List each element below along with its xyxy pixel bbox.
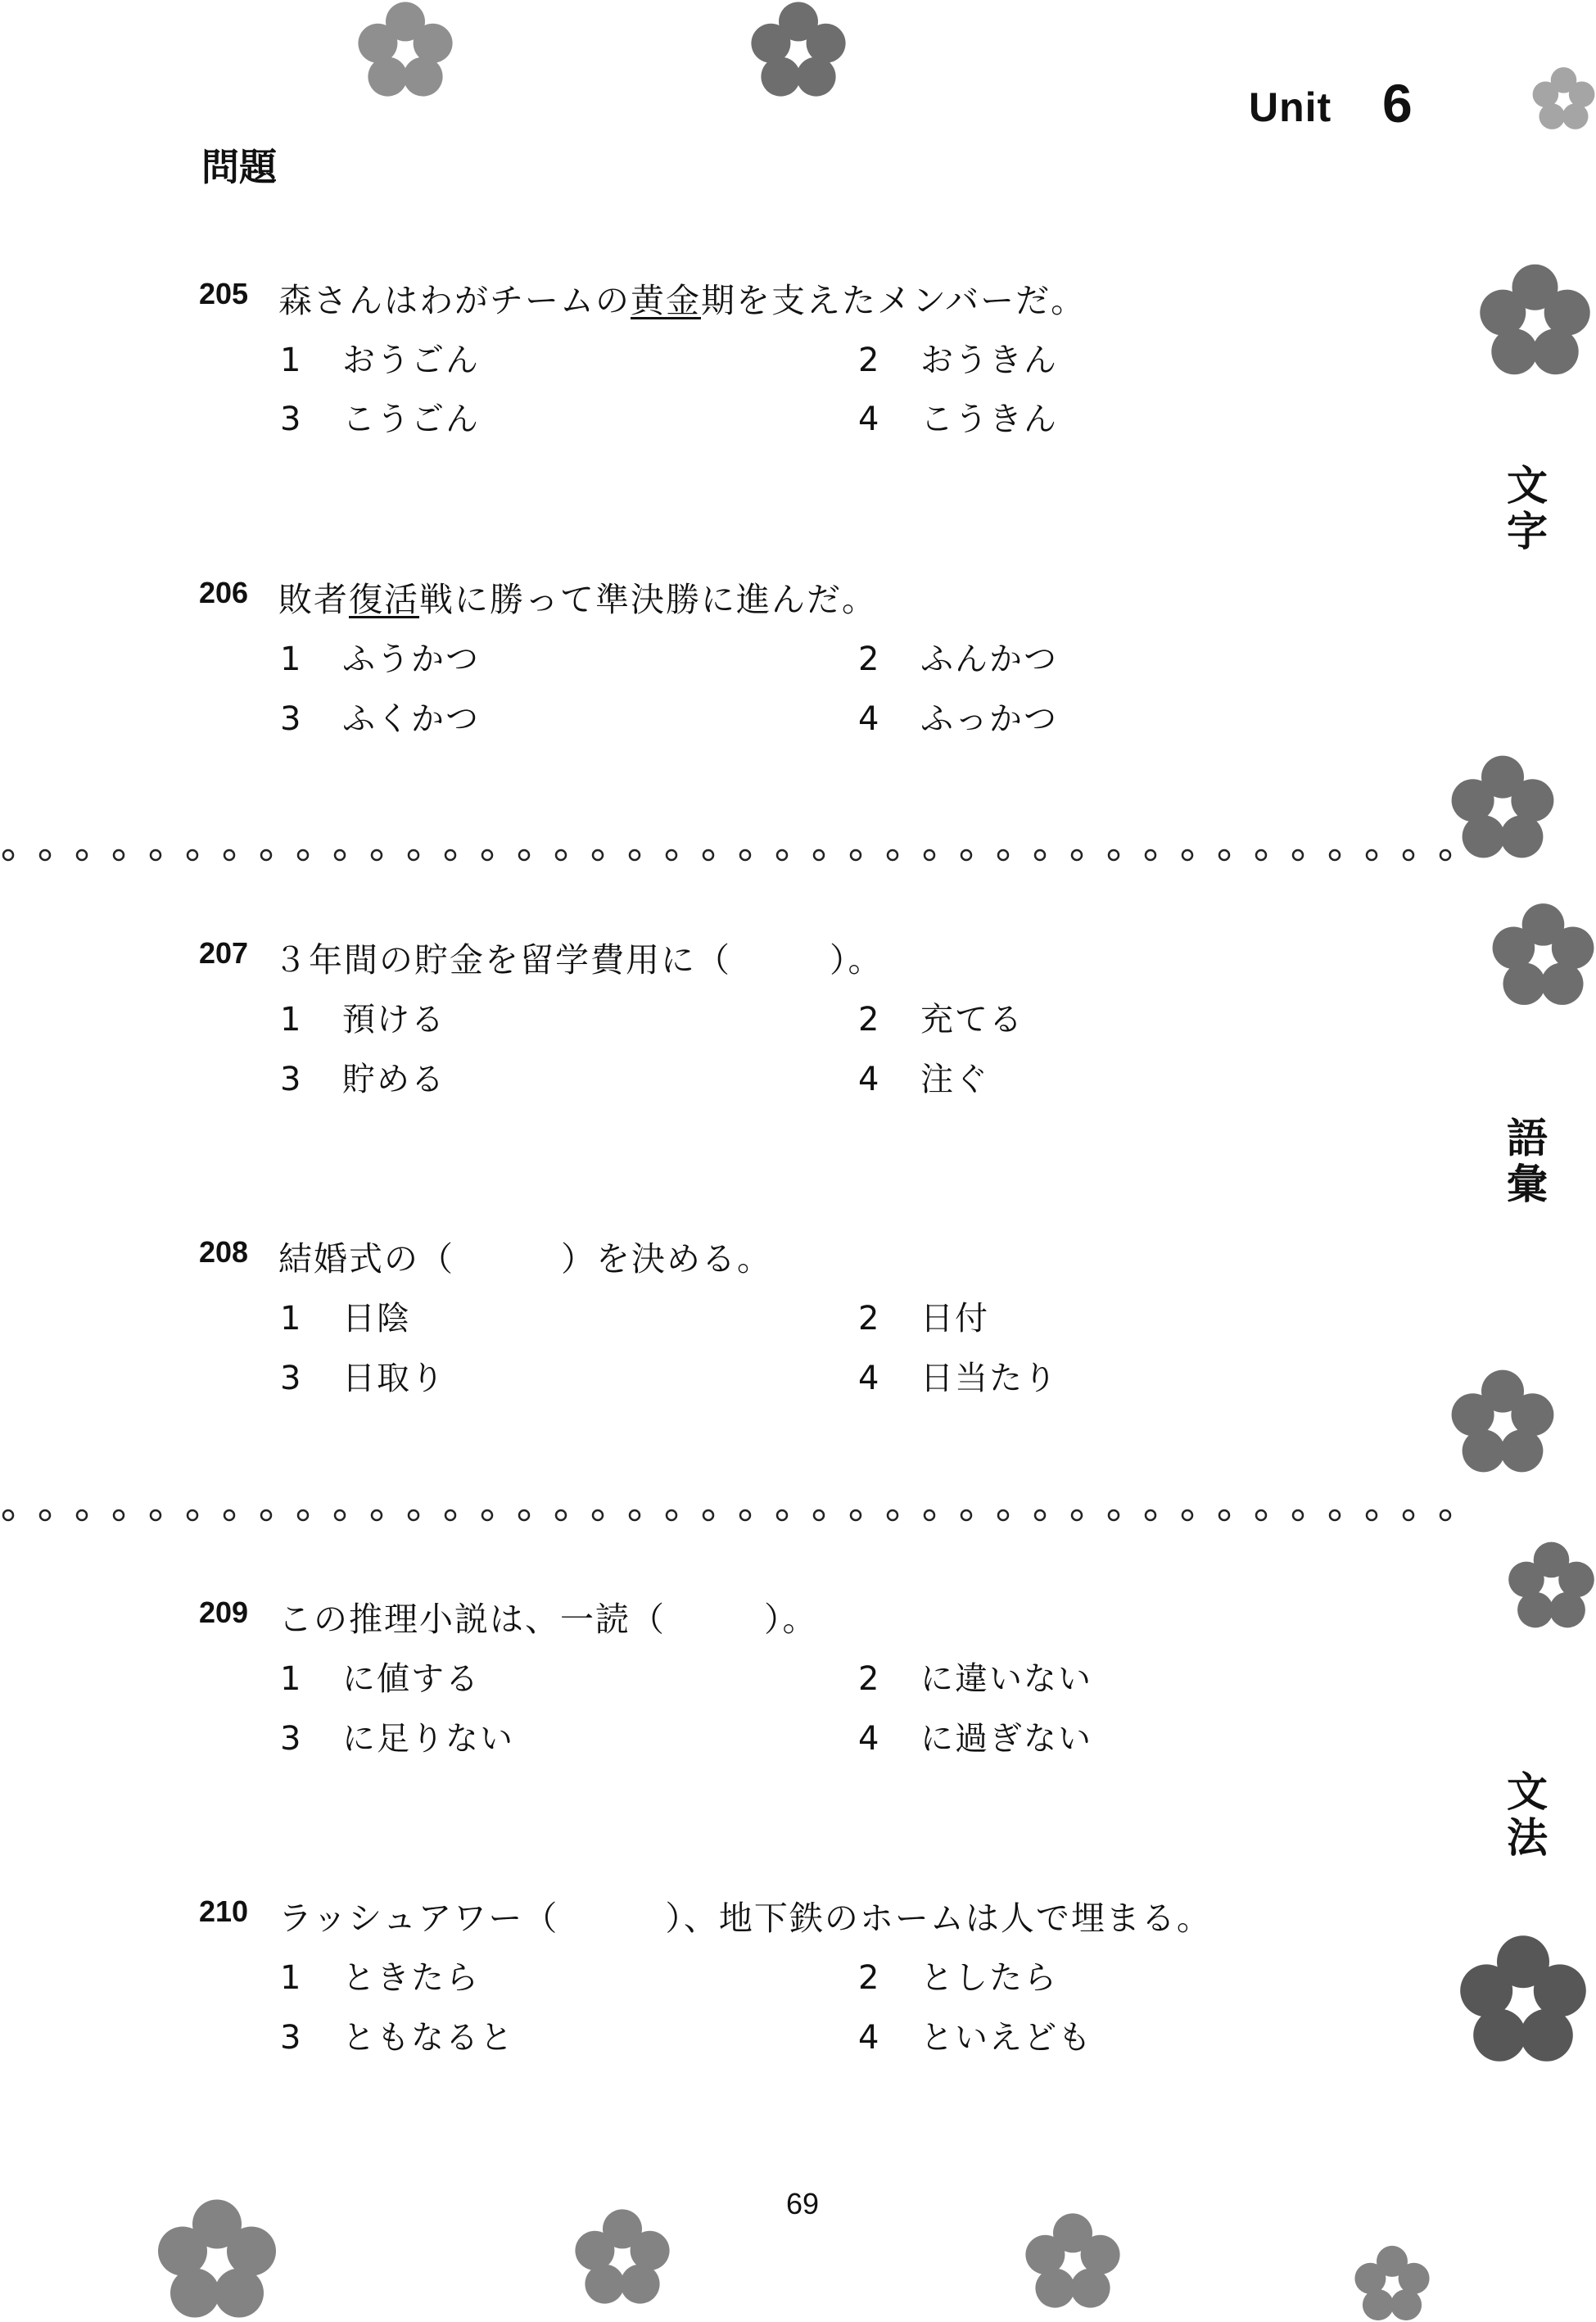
answer-option[interactable] bbox=[858, 1352, 1058, 1399]
answer-option[interactable] bbox=[858, 1952, 1058, 1998]
option-text: ふっかつ bbox=[920, 700, 1058, 738]
option-number: 2 bbox=[858, 342, 881, 379]
option-number: 2 bbox=[858, 1300, 881, 1338]
question-text bbox=[278, 274, 1086, 322]
option-text: に足りない bbox=[342, 1720, 514, 1758]
option-text: 日取り bbox=[342, 1360, 445, 1397]
option-text: おうごん bbox=[342, 342, 480, 379]
option-text: 貯める bbox=[342, 1061, 445, 1098]
page-number: 69 bbox=[786, 2187, 820, 2220]
option-number: 3 bbox=[280, 1720, 303, 1758]
option-text: こうごん bbox=[342, 401, 480, 438]
option-number: 1 bbox=[280, 1959, 303, 1997]
option-number: 2 bbox=[858, 1660, 881, 1698]
option-number: 1 bbox=[280, 1300, 303, 1338]
option-number: 3 bbox=[280, 2019, 303, 2057]
answer-option[interactable] bbox=[280, 633, 480, 680]
option-text: といえども bbox=[920, 2019, 1092, 2057]
option-number: 3 bbox=[280, 401, 303, 438]
flower-decoration-icon bbox=[737, 0, 860, 98]
answer-option[interactable] bbox=[280, 1292, 411, 1339]
question-text-before: この推理小説は、一読（ bbox=[278, 1600, 666, 1639]
question-number: 207 bbox=[199, 936, 249, 970]
side-tab-goi bbox=[1503, 1116, 1552, 1207]
option-text: ともなると bbox=[342, 2019, 514, 2057]
answer-option[interactable] bbox=[858, 1653, 1092, 1700]
section-divider bbox=[0, 847, 1458, 863]
option-text: に値する bbox=[342, 1660, 480, 1698]
option-number: 3 bbox=[280, 1061, 303, 1098]
option-text: 日当たり bbox=[920, 1360, 1058, 1397]
side-tab-char: 語 bbox=[1507, 1115, 1548, 1162]
option-text: に過ぎない bbox=[920, 1720, 1092, 1758]
unit-label: Unit bbox=[1249, 84, 1332, 130]
question-number: 209 bbox=[199, 1596, 249, 1629]
flower-decoration-icon bbox=[1474, 262, 1596, 377]
option-text: ふうかつ bbox=[342, 640, 480, 678]
option-text: 日付 bbox=[920, 1300, 989, 1338]
flower-decoration-icon bbox=[1449, 754, 1556, 860]
side-tab-char: 法 bbox=[1507, 1814, 1548, 1862]
option-number: 1 bbox=[280, 1001, 303, 1039]
question-text-after: 戦に勝って準決勝に進んだ。 bbox=[419, 580, 877, 619]
question-text-before: 敗者 bbox=[278, 580, 349, 619]
question-text-before: 結婚式の（ bbox=[278, 1239, 454, 1279]
option-text: に違いない bbox=[920, 1660, 1092, 1698]
option-text: ふくかつ bbox=[342, 700, 480, 738]
option-text: 充てる bbox=[920, 1001, 1024, 1039]
side-tab-char: 彙 bbox=[1507, 1161, 1548, 1208]
question-text bbox=[274, 933, 884, 981]
question-text-after: 期を支えたメンバーだ。 bbox=[701, 281, 1087, 320]
flower-decoration-icon bbox=[1458, 1933, 1589, 2064]
option-number: 4 bbox=[858, 1360, 881, 1397]
question-text-after: ）。 bbox=[830, 940, 884, 980]
answer-option[interactable] bbox=[280, 1713, 514, 1759]
answer-option[interactable] bbox=[858, 1292, 989, 1339]
question-text-after: ）を決める。 bbox=[561, 1239, 772, 1279]
underlined-word: 黄金 bbox=[631, 281, 701, 320]
option-text: 預ける bbox=[342, 1001, 445, 1039]
answer-option[interactable] bbox=[280, 693, 480, 740]
option-number: 3 bbox=[280, 1360, 303, 1397]
question-number: 210 bbox=[199, 1894, 249, 1928]
unit-number: 6 bbox=[1382, 73, 1413, 134]
option-text: としたら bbox=[920, 1959, 1058, 1997]
flower-decoration-icon bbox=[1449, 1368, 1556, 1474]
option-text: ときたら bbox=[342, 1959, 480, 1997]
option-number: 2 bbox=[858, 1959, 881, 1997]
flower-decoration-icon bbox=[1024, 2203, 1122, 2318]
answer-option[interactable] bbox=[858, 1713, 1092, 1759]
question-text bbox=[278, 573, 877, 621]
option-number: 3 bbox=[280, 700, 303, 738]
answer-option[interactable] bbox=[858, 334, 1058, 381]
answer-option[interactable] bbox=[858, 693, 1058, 740]
answer-option[interactable] bbox=[280, 393, 480, 440]
answer-option[interactable] bbox=[858, 2012, 1092, 2058]
section-divider bbox=[0, 1507, 1458, 1523]
option-text: こうきん bbox=[920, 401, 1058, 438]
side-tab-char: 字 bbox=[1507, 508, 1548, 555]
question-text bbox=[278, 1232, 772, 1280]
answer-option[interactable] bbox=[280, 1952, 480, 1998]
question-number: 208 bbox=[199, 1235, 249, 1269]
option-number: 1 bbox=[280, 1660, 303, 1698]
option-number: 4 bbox=[858, 401, 881, 438]
option-text: ふんかつ bbox=[920, 640, 1058, 678]
question-text-before: ３年間の貯金を留学費用に（ bbox=[274, 940, 731, 980]
section-title: 問題 bbox=[201, 145, 277, 189]
flower-decoration-icon bbox=[352, 0, 459, 98]
side-tab-bunpo bbox=[1503, 1769, 1552, 1861]
option-text: 日陰 bbox=[342, 1300, 411, 1338]
option-number: 1 bbox=[280, 342, 303, 379]
answer-option[interactable] bbox=[858, 1053, 989, 1100]
answer-option[interactable] bbox=[858, 994, 1024, 1040]
option-number: 4 bbox=[858, 1061, 881, 1098]
flower-decoration-icon bbox=[573, 2203, 671, 2310]
question-number: 206 bbox=[199, 576, 249, 609]
option-text: 注ぐ bbox=[920, 1061, 989, 1098]
flower-decoration-icon bbox=[1507, 1523, 1596, 1646]
flower-decoration-icon bbox=[1531, 49, 1596, 147]
question-text bbox=[278, 1592, 818, 1641]
underlined-word: 復活 bbox=[349, 580, 419, 619]
option-number: 1 bbox=[280, 640, 303, 678]
option-number: 2 bbox=[858, 640, 881, 678]
answer-option[interactable] bbox=[280, 1352, 445, 1399]
option-number: 2 bbox=[858, 1001, 881, 1039]
flower-decoration-icon bbox=[1490, 901, 1596, 1007]
option-text: おうきん bbox=[920, 342, 1058, 379]
answer-option[interactable] bbox=[858, 393, 1058, 440]
option-number: 4 bbox=[858, 1720, 881, 1758]
answer-option[interactable] bbox=[280, 334, 480, 381]
question-number: 205 bbox=[199, 277, 249, 310]
side-tab-moji bbox=[1503, 463, 1552, 554]
question-text-before: 森さんはわがチームの bbox=[278, 281, 631, 320]
flower-decoration-icon bbox=[156, 2195, 278, 2322]
flower-decoration-icon bbox=[1343, 2244, 1441, 2322]
option-number: 4 bbox=[858, 700, 881, 738]
side-tab-char: 文 bbox=[1507, 462, 1548, 509]
question-text-before: ラッシュアワー（ bbox=[278, 1899, 559, 1938]
option-number: 4 bbox=[858, 2019, 881, 2057]
question-text bbox=[278, 1891, 1212, 1940]
answer-option[interactable] bbox=[858, 633, 1058, 680]
side-tab-char: 文 bbox=[1507, 1768, 1548, 1816]
answer-option[interactable] bbox=[280, 1053, 445, 1100]
answer-option[interactable] bbox=[280, 994, 445, 1040]
answer-option[interactable] bbox=[280, 1653, 480, 1700]
question-text-after: ）、地下鉄のホームは人で埋まる。 bbox=[665, 1899, 1212, 1938]
question-text-after: ）。 bbox=[764, 1600, 818, 1639]
answer-option[interactable] bbox=[280, 2012, 514, 2058]
